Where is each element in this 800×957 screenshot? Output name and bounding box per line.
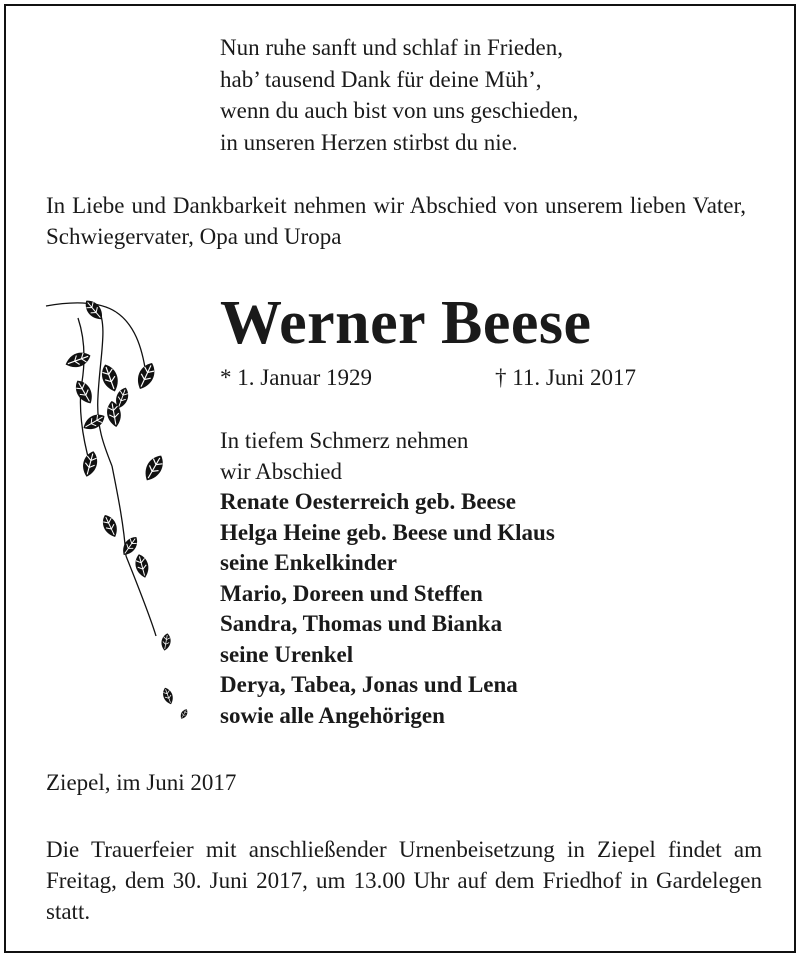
obituary-notice <box>4 4 796 953</box>
poem-line: in unseren Herzen stirbst du nie. <box>220 129 518 155</box>
deceased-name: Werner Beese <box>220 289 592 357</box>
poem <box>220 32 578 158</box>
mourner-line: sowie alle Angehörigen <box>220 702 445 728</box>
mourner-line: Sandra, Thomas und Bianka <box>220 611 503 636</box>
mourner-line: wir Abschied <box>220 458 343 484</box>
mourner-line: seine Enkelkinder <box>220 550 398 575</box>
birch-leaves-illustration <box>38 296 188 736</box>
mourners-list <box>220 426 555 731</box>
place-date: Ziepel, im Juni 2017 <box>46 770 237 795</box>
mourner-line: Renate Oesterreich geb. Beese <box>220 489 516 514</box>
poem-line: wenn du auch bist von uns geschieden, <box>220 98 579 123</box>
funeral-info: Die Trauerfeier mit anschließender Urnenbeisetzung in Ziepel findet am Freitag, dem 30. Juni 2017, um 13.00 Uhr auf dem Friedhof in Gardelegen statt. <box>46 837 762 924</box>
mourner-line: Mario, Doreen und Steffen <box>220 580 483 606</box>
poem-line: hab’ tausend Dank für deine Müh’, <box>220 66 542 92</box>
mourner-line: Derya, Tabea, Jonas und Lena <box>220 672 518 697</box>
mourner-line: seine Urenkel <box>220 641 354 667</box>
mourner-line: Helga Heine geb. Beese und Klaus <box>220 519 555 545</box>
poem-line: Nun ruhe sanft und schlaf in Frieden, <box>220 35 564 60</box>
death-date: † 11. Juni 2017 <box>495 365 636 390</box>
life-dates <box>220 363 636 393</box>
mourner-line: In tiefem Schmerz nehmen <box>220 428 469 453</box>
intro-text: In Liebe und Dankbarkeit nehmen wir Abschied von unserem lieben Vater, Schwiegervater, Opa und Uropa <box>46 193 746 249</box>
birth-date: * 1. Januar 1929 <box>220 365 373 390</box>
